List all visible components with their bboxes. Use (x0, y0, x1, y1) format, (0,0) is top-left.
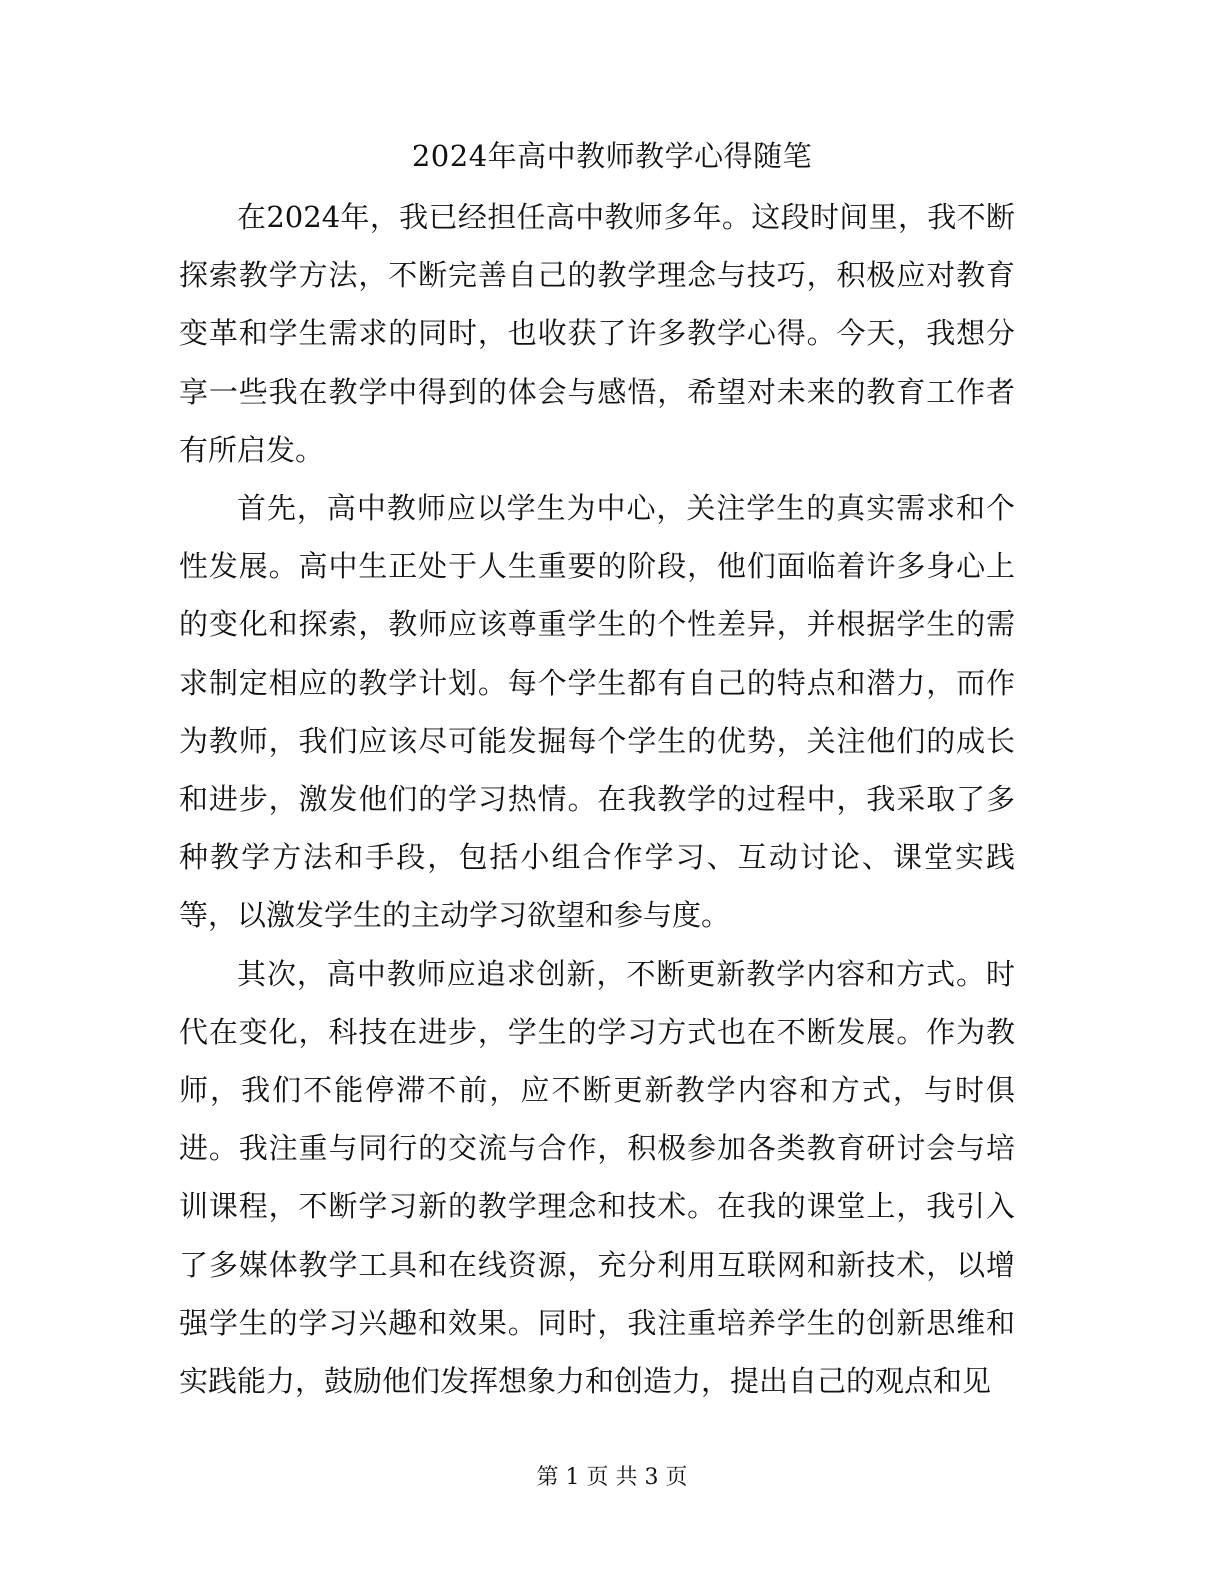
document-body (179, 188, 1015, 1410)
document-title: 2024年高中教师教学心得随笔 (411, 139, 813, 173)
paragraph-student-centered: 首先，高中教师应以学生为中心，关注学生的真实需求和个性发展。高中生正处于人生重要的阶段，他们面临着许多身心上的变化和探索，教师应该尊重学生的个性差异，并根据学生的需求制定相应的教学计划。每个学生都有自己的特点和潜力，而作为教师，我们应该尽可能发掘每个学生的优势，关注他们的成长和进步，激发他们的学习热情。在我教学的过程中，我采取了多种教学方法和手段，包括小组合作学习、互动讨论、课堂实践等，以激发学生的主动学习欲望和参与度。 (179, 491, 1015, 933)
page-number-footer: 第 1 页 共 3 页 (536, 1465, 688, 1490)
paragraph-innovation: 其次，高中教师应追求创新，不断更新教学内容和方式。时代在变化，科技在进步，学生的学习方式也在不断发展。作为教师，我们不能停滞不前，应不断更新教学内容和方式，与时俱进。我注重与同行的交流与合作，积极参加各类教育研讨会与培训课程，不断学习新的教学理念和技术。在我的课堂上，我引入了多媒体教学工具和在线资源，充分利用互联网和新技术，以增强学生的学习兴趣和效果。同时，我注重培养学生的创新思维和实践能力，鼓励他们发挥想象力和创造力，提出自己的观点和见 (179, 956, 1015, 1399)
paragraph-intro: 在2024年，我已经担任高中教师多年。这段时间里，我不断探索教学方法，不断完善自己的教学理念与技巧，积极应对教育变革和学生需求的同时，也收获了许多教学心得。今天，我想分享一些我在教学中得到的体会与感悟，希望对未来的教育工作者有所启发。 (179, 200, 1015, 467)
